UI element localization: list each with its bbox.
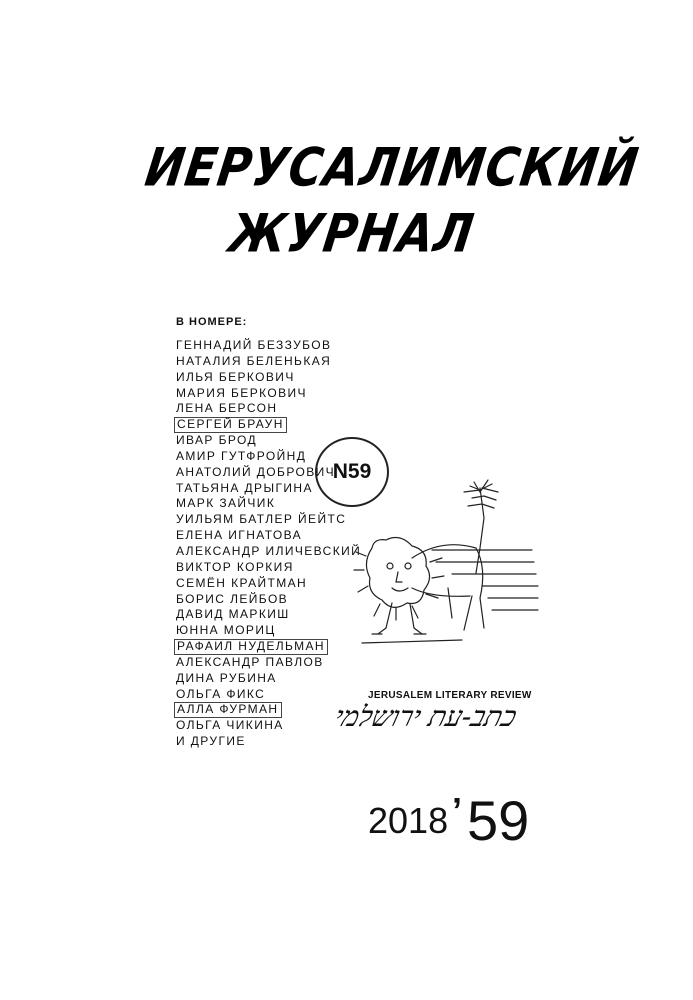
year: 2018 (368, 800, 449, 841)
author-item: АНАТОЛИЙ ДОБРОВИЧ (176, 464, 336, 479)
author-item: СЕРГЕЙ БРАУН (174, 417, 287, 433)
author-item: АЛЛА ФУРМАН (174, 702, 282, 718)
author-item: ЛЕНА БЕРСОН (176, 401, 278, 416)
journal-title-line-1: ИЕРУСАЛИМСКИЙ (141, 135, 643, 199)
author-item: МАРК ЗАЙЧИК (176, 496, 276, 511)
issue-number: 59 (467, 789, 530, 852)
author-item: АЛЕКСАНДР ИЛИЧЕВСКИЙ (176, 543, 362, 558)
author-item: ДАВИД МАРКИШ (176, 607, 290, 622)
author-item: ТАТЬЯНА ДРЫГИНА (176, 480, 313, 495)
author-item: СЕМЁН КРАЙТМАН (176, 575, 308, 590)
author-item: ЕЛЕНА ИГНАТОВА (176, 528, 303, 543)
author-item: ОЛЬГА ЧИКИНА (176, 718, 284, 733)
subtitle-hebrew: כתב-עת ירושלמי (330, 700, 521, 733)
author-item: ИЛЬЯ БЕРКОВИЧ (176, 369, 295, 384)
author-item: АМИР ГУТФРОЙНД (176, 448, 307, 463)
author-item: АЛЕКСАНДР ПАВЛОВ (176, 654, 324, 669)
author-item: БОРИС ЛЕЙБОВ (176, 591, 289, 606)
subtitle-english: JERUSALEM LITERARY REVIEW (368, 690, 532, 701)
author-item: РАФАИЛ НУДЕЛЬМАН (174, 639, 328, 655)
author-item: ЮННА МОРИЦ (176, 623, 276, 638)
journal-title-line-2: ЖУРНАЛ (225, 201, 479, 265)
author-item: ОЛЬГА ФИКС (176, 686, 266, 701)
author-item: ИВАР БРОД (176, 433, 257, 448)
author-item: УИЛЬЯМ БАТЛЕР ЙЕЙТС (176, 512, 347, 527)
author-list (174, 338, 363, 750)
year-apostrophe: ’ (452, 790, 463, 831)
author-item: ВИКТОР КОРКИЯ (176, 559, 294, 574)
issue-badge-label: N59 (332, 460, 372, 483)
contents-heading: В НОМЕРЕ: (176, 316, 248, 328)
lion-sketch-icon (352, 478, 542, 653)
author-item: МАРИЯ БЕРКОВИЧ (176, 385, 307, 400)
author-item: ДИНА РУБИНА (176, 670, 277, 685)
author-item: НАТАЛИЯ БЕЛЕНЬКАЯ (176, 353, 332, 368)
author-item: И ДРУГИЕ (176, 734, 246, 749)
author-item: ГЕННАДИЙ БЕЗЗУБОВ (176, 338, 332, 352)
